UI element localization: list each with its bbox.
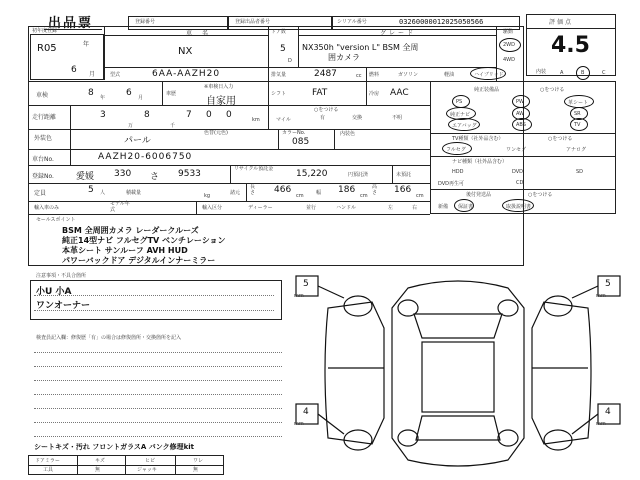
- reg-class: 330: [114, 169, 132, 179]
- inspector-label: 検査員記入欄：修復歴「有」の場合は修復箇所・交換箇所を記入: [36, 335, 182, 341]
- grade-line2: 囲カメラ: [328, 53, 360, 62]
- member-no-box: 登録出品者番号: [228, 16, 332, 30]
- inspection-year: 8: [88, 88, 94, 98]
- mileage-digit-4: 0: [206, 110, 212, 120]
- shift-value: FAT: [312, 88, 328, 98]
- sales-point-2: 純正14型ナビ フルセグTV ベンチレーション: [62, 236, 226, 245]
- reg-no-box: 登録番号: [128, 16, 228, 30]
- inspector-footnote: シートキズ・汚れ フロントガラスA バンク修理kit: [34, 443, 194, 451]
- serial-box: シリアル番号 03260000012025050566: [332, 16, 520, 30]
- height-value: 166: [394, 185, 412, 195]
- serial-value: 03260000012025050566: [399, 18, 484, 26]
- reg-number: 9533: [178, 169, 201, 179]
- tire-rear-right: 4: [605, 407, 611, 417]
- reg-kana: さ: [150, 172, 160, 182]
- tire-front-right: 5: [605, 279, 611, 289]
- tire-rear-left: 4: [303, 407, 309, 417]
- car-diagram: [288, 268, 628, 476]
- inspection-month: 6: [126, 88, 132, 98]
- mileage-digit-2: 8: [144, 110, 150, 120]
- mileage-digit-3: 7: [186, 110, 192, 120]
- equip-airbag-circle: [448, 118, 480, 131]
- sales-point-1: BSM 全周囲カメラ レーダークルーズ: [62, 226, 199, 235]
- displacement: 2487: [314, 69, 337, 79]
- era-value: R05: [37, 43, 57, 54]
- score-value: 4.5: [551, 33, 590, 58]
- length-value: 466: [274, 185, 292, 195]
- drive-2wd-circle: [499, 38, 521, 52]
- fuel-hybrid-circle: [470, 67, 506, 80]
- sales-point-3: 本革シート サンルーフ AVH HUD: [62, 246, 188, 255]
- color-code: 085: [292, 137, 310, 147]
- first-reg-month: 6: [71, 65, 77, 75]
- usage-value: 自家用: [206, 96, 236, 107]
- tv-fullseg-circle: [442, 142, 472, 155]
- reg-region: 愛媛: [76, 172, 95, 182]
- equip-tv-circle: [570, 118, 588, 131]
- tire-front-left: 5: [303, 279, 309, 289]
- retro-warranty-circle: [454, 199, 474, 212]
- vin-value: AAZH20-6006750: [98, 152, 193, 162]
- sales-point-4: パワーバックドア デジタルインナーミラー: [62, 256, 216, 265]
- grade-line1: NX350h "version L" BSM 全周: [302, 43, 419, 52]
- recycle-amount: 15,220: [296, 169, 328, 179]
- score-box: 評価点 4.5: [526, 14, 616, 76]
- note-line-1: 小U 小A: [36, 287, 72, 297]
- interior-b-circle: [576, 66, 590, 80]
- first-reg-box: R05 年 6 月: [30, 34, 104, 80]
- damage-table: ドアミラー キズ ヒビ ワレ 工具 無 ジャッキ 無: [28, 455, 224, 475]
- car-name: NX: [178, 46, 193, 57]
- capacity: 5: [88, 185, 94, 195]
- ac-value: AAC: [390, 88, 409, 98]
- form-title: 出品票: [48, 16, 94, 31]
- door-count: 5: [280, 44, 286, 54]
- mileage-digit-1: 3: [100, 110, 106, 120]
- retro-manual-circle: [502, 199, 534, 212]
- mileage-digit-5: 0: [226, 110, 232, 120]
- note-line-2: ワンオーナー: [36, 301, 91, 311]
- model-code: 6AA-AAZH20: [152, 69, 221, 79]
- equip-abs-circle: [512, 118, 532, 131]
- exterior-color: パール: [124, 136, 151, 146]
- width-value: 186: [338, 185, 356, 195]
